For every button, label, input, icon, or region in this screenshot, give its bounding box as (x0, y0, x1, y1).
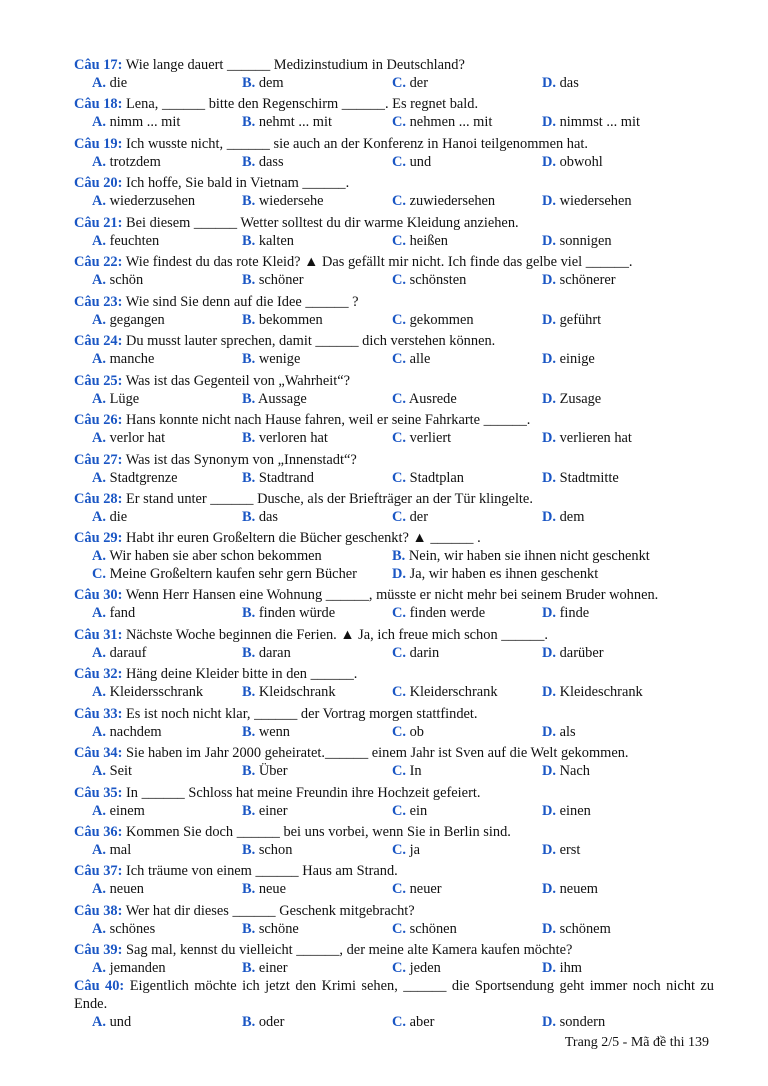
answer-options (74, 469, 714, 487)
question-23 (74, 293, 714, 329)
answer-options (74, 271, 714, 289)
option-a[interactable]: A. gegangen (92, 312, 165, 328)
question-number: Câu 19: (74, 136, 123, 152)
option-a[interactable]: A. verlor hat (92, 430, 166, 446)
question-text: Nächste Woche beginnen die Ferien. ▲ Ja, ich freue mich schon ______. (125, 627, 549, 643)
option-a[interactable]: A. Kleidersschrank (92, 684, 204, 700)
question-text: Sag mal, kennst du vielleicht ______, der meine alte Kamera kaufen möchte? (125, 942, 573, 958)
option-a[interactable]: A. schönes (92, 921, 156, 937)
question-31 (74, 626, 714, 662)
question-stem (74, 977, 714, 1013)
question-stem (74, 586, 714, 604)
option-a[interactable]: A. und (92, 1014, 132, 1030)
question-text: Was ist das Synonym von „Innenstadt“? (125, 452, 357, 468)
option-a[interactable]: A. nachdem (92, 724, 162, 740)
question-number: Câu 29: (74, 530, 123, 546)
option-b[interactable]: B. Nein, wir haben sie ihnen nicht geschenkt (392, 548, 650, 564)
option-d[interactable]: D. als (542, 724, 576, 740)
question-text: Hans konnte nicht nach Hause fahren, weil er seine Fahrkarte ______. (125, 412, 531, 428)
question-stem (74, 941, 714, 959)
question-36 (74, 823, 714, 859)
question-number: Câu 40: (74, 978, 125, 994)
option-c[interactable]: C. ob (392, 724, 424, 740)
answer-options (74, 350, 714, 368)
question-number: Câu 22: (74, 254, 123, 270)
question-number: Câu 28: (74, 491, 123, 507)
answer-options (74, 390, 714, 408)
question-text: In ______ Schloss hat meine Freundin ihre Hochzeit gefeiert. (125, 785, 481, 801)
option-a[interactable]: A. Lüge (92, 391, 140, 407)
option-c[interactable]: C. der (392, 75, 428, 91)
option-d[interactable]: D. sondern (542, 1014, 606, 1030)
question-30 (74, 586, 714, 622)
option-c[interactable]: C. darin (392, 645, 440, 661)
option-b[interactable]: B. schöner (242, 272, 304, 288)
question-text: Eigentlich möchte ich jetzt den Krimi sehen, ______ die Sportsendung geht immer noch nicht zu Ende. (74, 978, 714, 1012)
option-d[interactable]: D. sonnigen (542, 233, 612, 249)
question-stem (74, 95, 714, 113)
question-number: Câu 31: (74, 627, 123, 643)
question-27 (74, 451, 714, 487)
option-d[interactable]: D. verlieren hat (542, 430, 632, 446)
answer-options (74, 113, 714, 131)
option-a[interactable]: A. einem (92, 803, 145, 819)
option-c[interactable]: C. Stadtplan (392, 470, 464, 486)
option-c[interactable]: C. finden werde (392, 605, 486, 621)
question-33 (74, 705, 714, 741)
question-40 (74, 977, 714, 1031)
option-c[interactable]: C. alle (392, 351, 431, 367)
option-a[interactable]: A. Seit (92, 763, 132, 779)
question-text: Ich wusste nicht, ______ sie auch an der Konferenz in Hanoi teilgenommen hat. (125, 136, 588, 152)
option-c[interactable]: C. jeden (392, 960, 441, 976)
option-a[interactable]: A. die (92, 509, 128, 525)
option-d[interactable]: D. Kleideschrank (542, 684, 643, 700)
option-d[interactable]: D. finde (542, 605, 590, 621)
option-c[interactable]: C. schönen (392, 921, 457, 937)
question-stem (74, 174, 714, 192)
option-d[interactable]: D. Zusage (542, 391, 602, 407)
question-39 (74, 941, 714, 977)
option-c[interactable]: C. ja (392, 842, 420, 858)
question-stem (74, 293, 714, 311)
question-stem (74, 56, 714, 74)
option-b[interactable]: B. kalten (242, 233, 294, 249)
question-number: Câu 39: (74, 942, 123, 958)
option-d[interactable]: D. Ja, wir haben es ihnen geschenkt (392, 566, 599, 582)
option-b[interactable]: B. finden würde (242, 605, 336, 621)
question-35 (74, 784, 714, 820)
option-a[interactable]: A. wiederzusehen (92, 193, 196, 209)
answer-options (74, 153, 714, 171)
question-stem (74, 372, 714, 390)
question-number: Câu 26: (74, 412, 123, 428)
question-number: Câu 37: (74, 863, 123, 879)
option-c[interactable]: C. Ausrede (392, 391, 457, 407)
option-d[interactable]: D. neuem (542, 881, 598, 897)
option-b[interactable]: B. Aussage (242, 391, 307, 407)
option-b[interactable]: B. wenige (242, 351, 301, 367)
question-number: Câu 23: (74, 294, 123, 310)
question-number: Câu 30: (74, 587, 123, 603)
option-b[interactable]: B. neue (242, 881, 286, 897)
question-text: Wie findest du das rote Kleid? ▲ Das gefällt mir nicht. Ich finde das gelbe viel ______. (125, 254, 633, 270)
option-d[interactable]: D. nimmst ... mit (542, 114, 640, 130)
option-d[interactable]: D. ihm (542, 960, 582, 976)
question-stem (74, 784, 714, 802)
question-number: Câu 38: (74, 903, 123, 919)
question-text: Es ist noch nicht klar, ______ der Vortrag morgen stattfindet. (125, 706, 478, 722)
question-stem (74, 626, 714, 644)
answer-options (74, 74, 714, 92)
option-b[interactable]: B. wiedersehe (242, 193, 324, 209)
question-number: Câu 36: (74, 824, 123, 840)
option-a[interactable]: A. Wir haben sie aber schon bekommen (92, 548, 322, 564)
question-text: Bei diesem ______ Wetter solltest du dir warme Kleidung anziehen. (125, 215, 519, 231)
question-24 (74, 332, 714, 368)
option-a[interactable]: A. jemanden (92, 960, 166, 976)
option-d[interactable]: D. Nach (542, 763, 590, 779)
option-a[interactable]: A. feuchten (92, 233, 160, 249)
option-a[interactable]: A. fand (92, 605, 136, 621)
question-number: Câu 25: (74, 373, 123, 389)
question-stem (74, 332, 714, 350)
option-a[interactable]: A. darauf (92, 645, 147, 661)
option-b[interactable]: B. dass (242, 154, 284, 170)
question-number: Câu 21: (74, 215, 123, 231)
question-number: Câu 17: (74, 57, 123, 73)
answer-options (74, 723, 714, 741)
option-a[interactable]: A. schön (92, 272, 144, 288)
option-a[interactable]: A. nimm ... mit (92, 114, 181, 130)
question-stem (74, 135, 714, 153)
option-a[interactable]: A. mal (92, 842, 132, 858)
option-d[interactable]: D. schönem (542, 921, 611, 937)
question-number: Câu 24: (74, 333, 123, 349)
option-b[interactable]: B. schöne (242, 921, 299, 937)
question-number: Câu 34: (74, 745, 123, 761)
option-c[interactable]: C. zuwiedersehen (392, 193, 496, 209)
option-c[interactable]: C. Meine Großeltern kaufen sehr gern Bücher (92, 566, 357, 582)
question-stem (74, 490, 714, 508)
question-stem (74, 665, 714, 683)
question-32 (74, 665, 714, 701)
question-text: Häng deine Kleider bitte in den ______. (125, 666, 358, 682)
question-stem (74, 214, 714, 232)
option-c[interactable]: C. schönsten (392, 272, 467, 288)
question-number: Câu 18: (74, 96, 123, 112)
question-text: Habt ihr euren Großeltern die Bücher geschenkt? ▲ ______ . (125, 530, 481, 546)
question-22 (74, 253, 714, 289)
question-text: Wie lange dauert ______ Medizinstudium in Deutschland? (125, 57, 465, 73)
option-b[interactable]: B. daran (242, 645, 291, 661)
question-text: Wer hat dir dieses ______ Geschenk mitgebracht? (125, 903, 415, 919)
option-d[interactable]: D. das (542, 75, 579, 91)
option-d[interactable]: D. obwohl (542, 154, 603, 170)
answer-options (74, 920, 714, 938)
answer-options (74, 683, 714, 701)
question-text: Wenn Herr Hansen eine Wohnung ______, müsste er nicht mehr bei seinem Bruder wohnen. (125, 587, 659, 603)
option-c[interactable]: C. gekommen (392, 312, 474, 328)
option-d[interactable]: D. erst (542, 842, 581, 858)
question-text: Kommen Sie doch ______ bei uns vorbei, wenn Sie in Berlin sind. (125, 824, 511, 840)
question-text: Lena, ______ bitte den Regenschirm ______. Es regnet bald. (125, 96, 479, 112)
option-d[interactable]: D. darüber (542, 645, 604, 661)
question-number: Câu 27: (74, 452, 123, 468)
question-stem (74, 902, 714, 920)
option-a[interactable]: A. Stadtgrenze (92, 470, 178, 486)
option-b[interactable]: B. Kleidschrank (242, 684, 336, 700)
answer-options (74, 959, 714, 977)
option-b[interactable]: B. dem (242, 75, 284, 91)
question-stem (74, 253, 714, 271)
question-29 (74, 529, 714, 583)
option-d[interactable]: D. einige (542, 351, 595, 367)
question-17 (74, 56, 714, 92)
option-c[interactable]: C. ein (392, 803, 428, 819)
answer-options (74, 192, 714, 210)
question-38 (74, 902, 714, 938)
option-d[interactable]: D. wiedersehen (542, 193, 632, 209)
option-d[interactable]: D. schönerer (542, 272, 616, 288)
question-28 (74, 490, 714, 526)
option-b[interactable]: B. oder (242, 1014, 285, 1030)
option-c[interactable]: C. In (392, 763, 422, 779)
option-c[interactable]: C. nehmen ... mit (392, 114, 493, 130)
question-number: Câu 20: (74, 175, 123, 191)
option-b[interactable]: B. nehmt ... mit (242, 114, 332, 130)
question-stem (74, 451, 714, 469)
option-c[interactable]: C. heißen (392, 233, 448, 249)
option-c[interactable]: C. verliert (392, 430, 452, 446)
question-text: Sie haben im Jahr 2000 geheiratet.______ einem Jahr ist Sven auf die Welt gekommen. (125, 745, 629, 761)
question-text: Du musst lauter sprechen, damit ______ dich verstehen können. (125, 333, 496, 349)
question-37 (74, 862, 714, 898)
answer-options (74, 802, 714, 820)
option-c[interactable]: C. der (392, 509, 428, 525)
question-text: Er stand unter ______ Dusche, als der Briefträger an der Tür klingelte. (125, 491, 533, 507)
option-b[interactable]: B. schon (242, 842, 293, 858)
question-text: Ich hoffe, Sie bald in Vietnam ______. (125, 175, 350, 191)
option-d[interactable]: D. dem (542, 509, 585, 525)
answer-options (74, 644, 714, 662)
question-text: Was ist das Gegenteil von „Wahrheit“? (125, 373, 350, 389)
answer-options (74, 232, 714, 250)
option-c[interactable]: C. und (392, 154, 432, 170)
option-d[interactable]: D. geführt (542, 312, 602, 328)
question-34 (74, 744, 714, 780)
question-18 (74, 95, 714, 131)
answer-options (74, 880, 714, 898)
answer-options (74, 429, 714, 447)
question-stem (74, 862, 714, 880)
option-c[interactable]: C. Kleiderschrank (392, 684, 498, 700)
option-b[interactable]: B. wenn (242, 724, 290, 740)
answer-options (74, 604, 714, 622)
question-number: Câu 33: (74, 706, 123, 722)
question-stem (74, 705, 714, 723)
option-b[interactable]: B. Stadtrand (242, 470, 314, 486)
question-stem (74, 823, 714, 841)
option-a[interactable]: A. manche (92, 351, 155, 367)
question-20 (74, 174, 714, 210)
option-c[interactable]: C. aber (392, 1014, 435, 1030)
option-a[interactable]: A. trotzdem (92, 154, 161, 170)
option-b[interactable]: B. verloren hat (242, 430, 328, 446)
answer-options (74, 508, 714, 526)
option-a[interactable]: A. neuen (92, 881, 144, 897)
answer-options (74, 762, 714, 780)
question-text: Wie sind Sie denn auf die Idee ______ ? (125, 294, 359, 310)
option-d[interactable]: D. einen (542, 803, 591, 819)
answer-options (74, 841, 714, 859)
option-b[interactable]: B. bekommen (242, 312, 323, 328)
question-21 (74, 214, 714, 250)
answer-options (74, 547, 714, 583)
page-footer: Trang 2/5 - Mã đề thi 139 (564, 1035, 709, 1050)
question-stem (74, 529, 714, 547)
question-19 (74, 135, 714, 171)
question-stem (74, 411, 714, 429)
option-c[interactable]: C. neuer (392, 881, 442, 897)
option-b[interactable]: B. das (242, 509, 278, 525)
option-b[interactable]: B. Über (242, 763, 288, 779)
question-text: Ich träume von einem ______ Haus am Strand. (125, 863, 398, 879)
question-stem (74, 744, 714, 762)
question-number: Câu 35: (74, 785, 123, 801)
option-b[interactable]: B. einer (242, 803, 288, 819)
option-b[interactable]: B. einer (242, 960, 288, 976)
option-a[interactable]: A. die (92, 75, 128, 91)
answer-options (74, 311, 714, 329)
question-26 (74, 411, 714, 447)
answer-options (74, 1013, 714, 1031)
question-25 (74, 372, 714, 408)
option-d[interactable]: D. Stadtmitte (542, 470, 619, 486)
question-number: Câu 32: (74, 666, 123, 682)
